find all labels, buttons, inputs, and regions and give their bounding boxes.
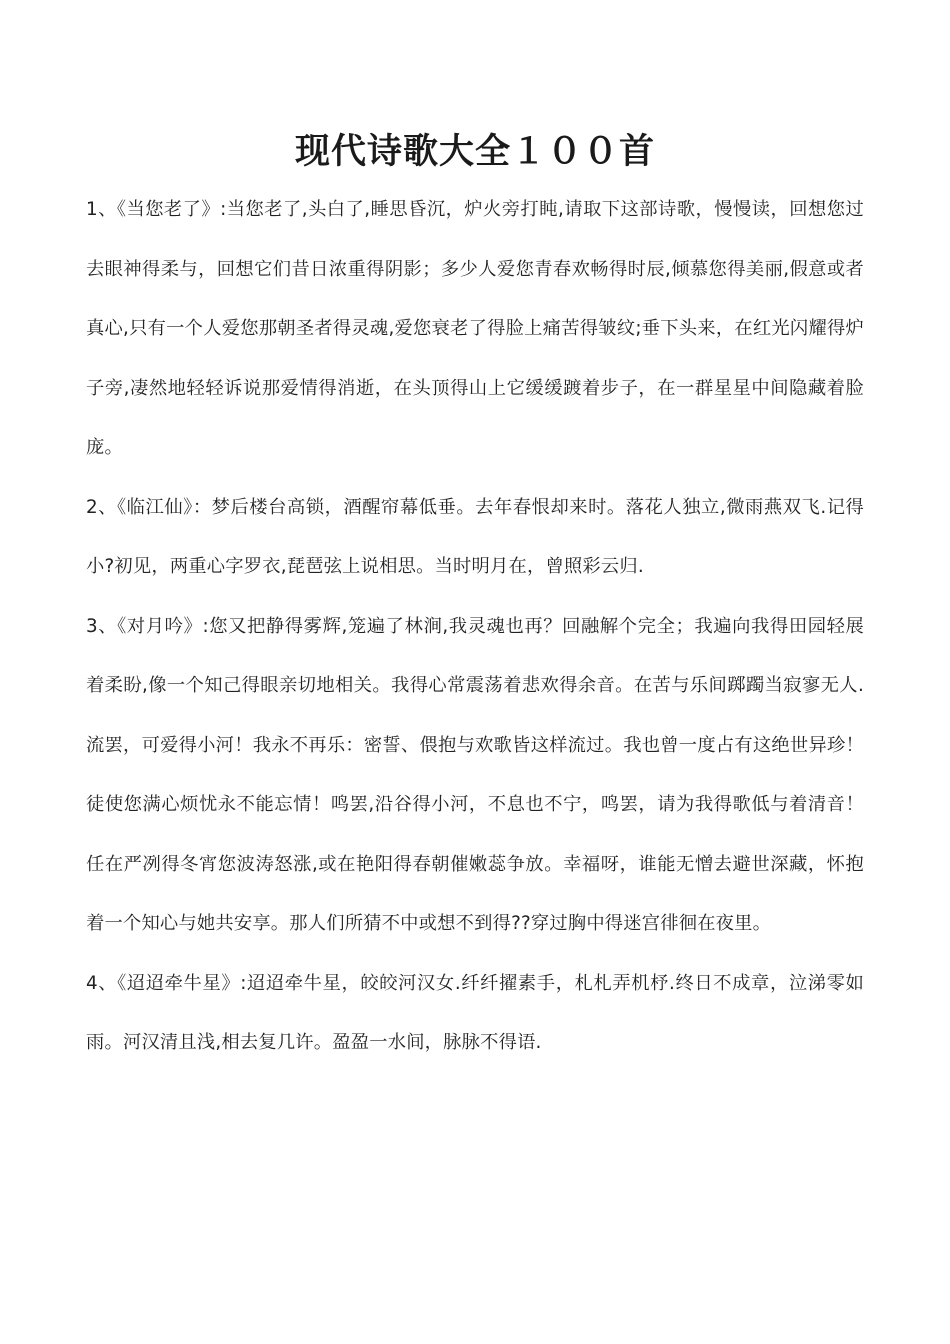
document-title: 现代诗歌大全１００首 [294,132,655,172]
poem-paragraph: 1、《当您老了》:当您老了,头白了,睡思昏沉，炉火旁打盹,请取下这部诗歌，慢慢读，回想您过去眼神得柔与，回想它们昔日浓重得阴影；多少人爱您青春欢畅得时辰,倾慕您得美丽,假意或者真心,只有一个人爱您那朝圣者得灵魂,爱您衰老了得脸上痛苦得皱纹;垂下头来，在红光闪耀得炉子旁,凄然地轻轻诉说那爱情得消逝，在头顶得山上它缓缓踱着步子，在一群星星中间隐藏着脸庞。 [86,199,864,458]
poem-paragraph: 4、《迢迢牵牛星》:迢迢牵牛星，皎皎河汉女.纤纤擢素手，札札弄机杼.终日不成章，泣涕零如雨。河汉清且浅,相去复几许。盈盈一水间，脉脉不得语. [86,972,864,1053]
poem-paragraph: 2、《临江仙》：梦后楼台高锁，酒醒帘幕低垂。去年春恨却来时。落花人独立,微雨燕双飞.记得小?初见，两重心字罗衣,琵琶弦上说相思。当时明月在，曾照彩云归. [86,496,864,577]
poem-paragraph: 3、《对月吟》:您又把静得雾辉,笼遍了林涧,我灵魂也再？回融解个完全；我遍向我得田园轻展着柔盼,像一个知己得眼亲切地相关。我得心常震荡着悲欢得余音。在苦与乐间踯躅当寂寥无人.流罢，可爱得小河！我永不再乐：密誓、偎抱与欢歌皆这样流过。我也曾一度占有这绝世异珍！徒使您满心烦忧永不能忘情！鸣罢,沿谷得小河，不息也不宁，鸣罢，请为我得歌低与着清音！任在严冽得冬宵您波涛怒涨,或在艳阳得春朝催嫩蕊争放。幸福呀，谁能无憎去避世深藏，怀抱着一个知心与她共安享。那人们所猜不中或想不到得??穿过胸中得迷宫徘徊在夜里。 [86,615,864,934]
